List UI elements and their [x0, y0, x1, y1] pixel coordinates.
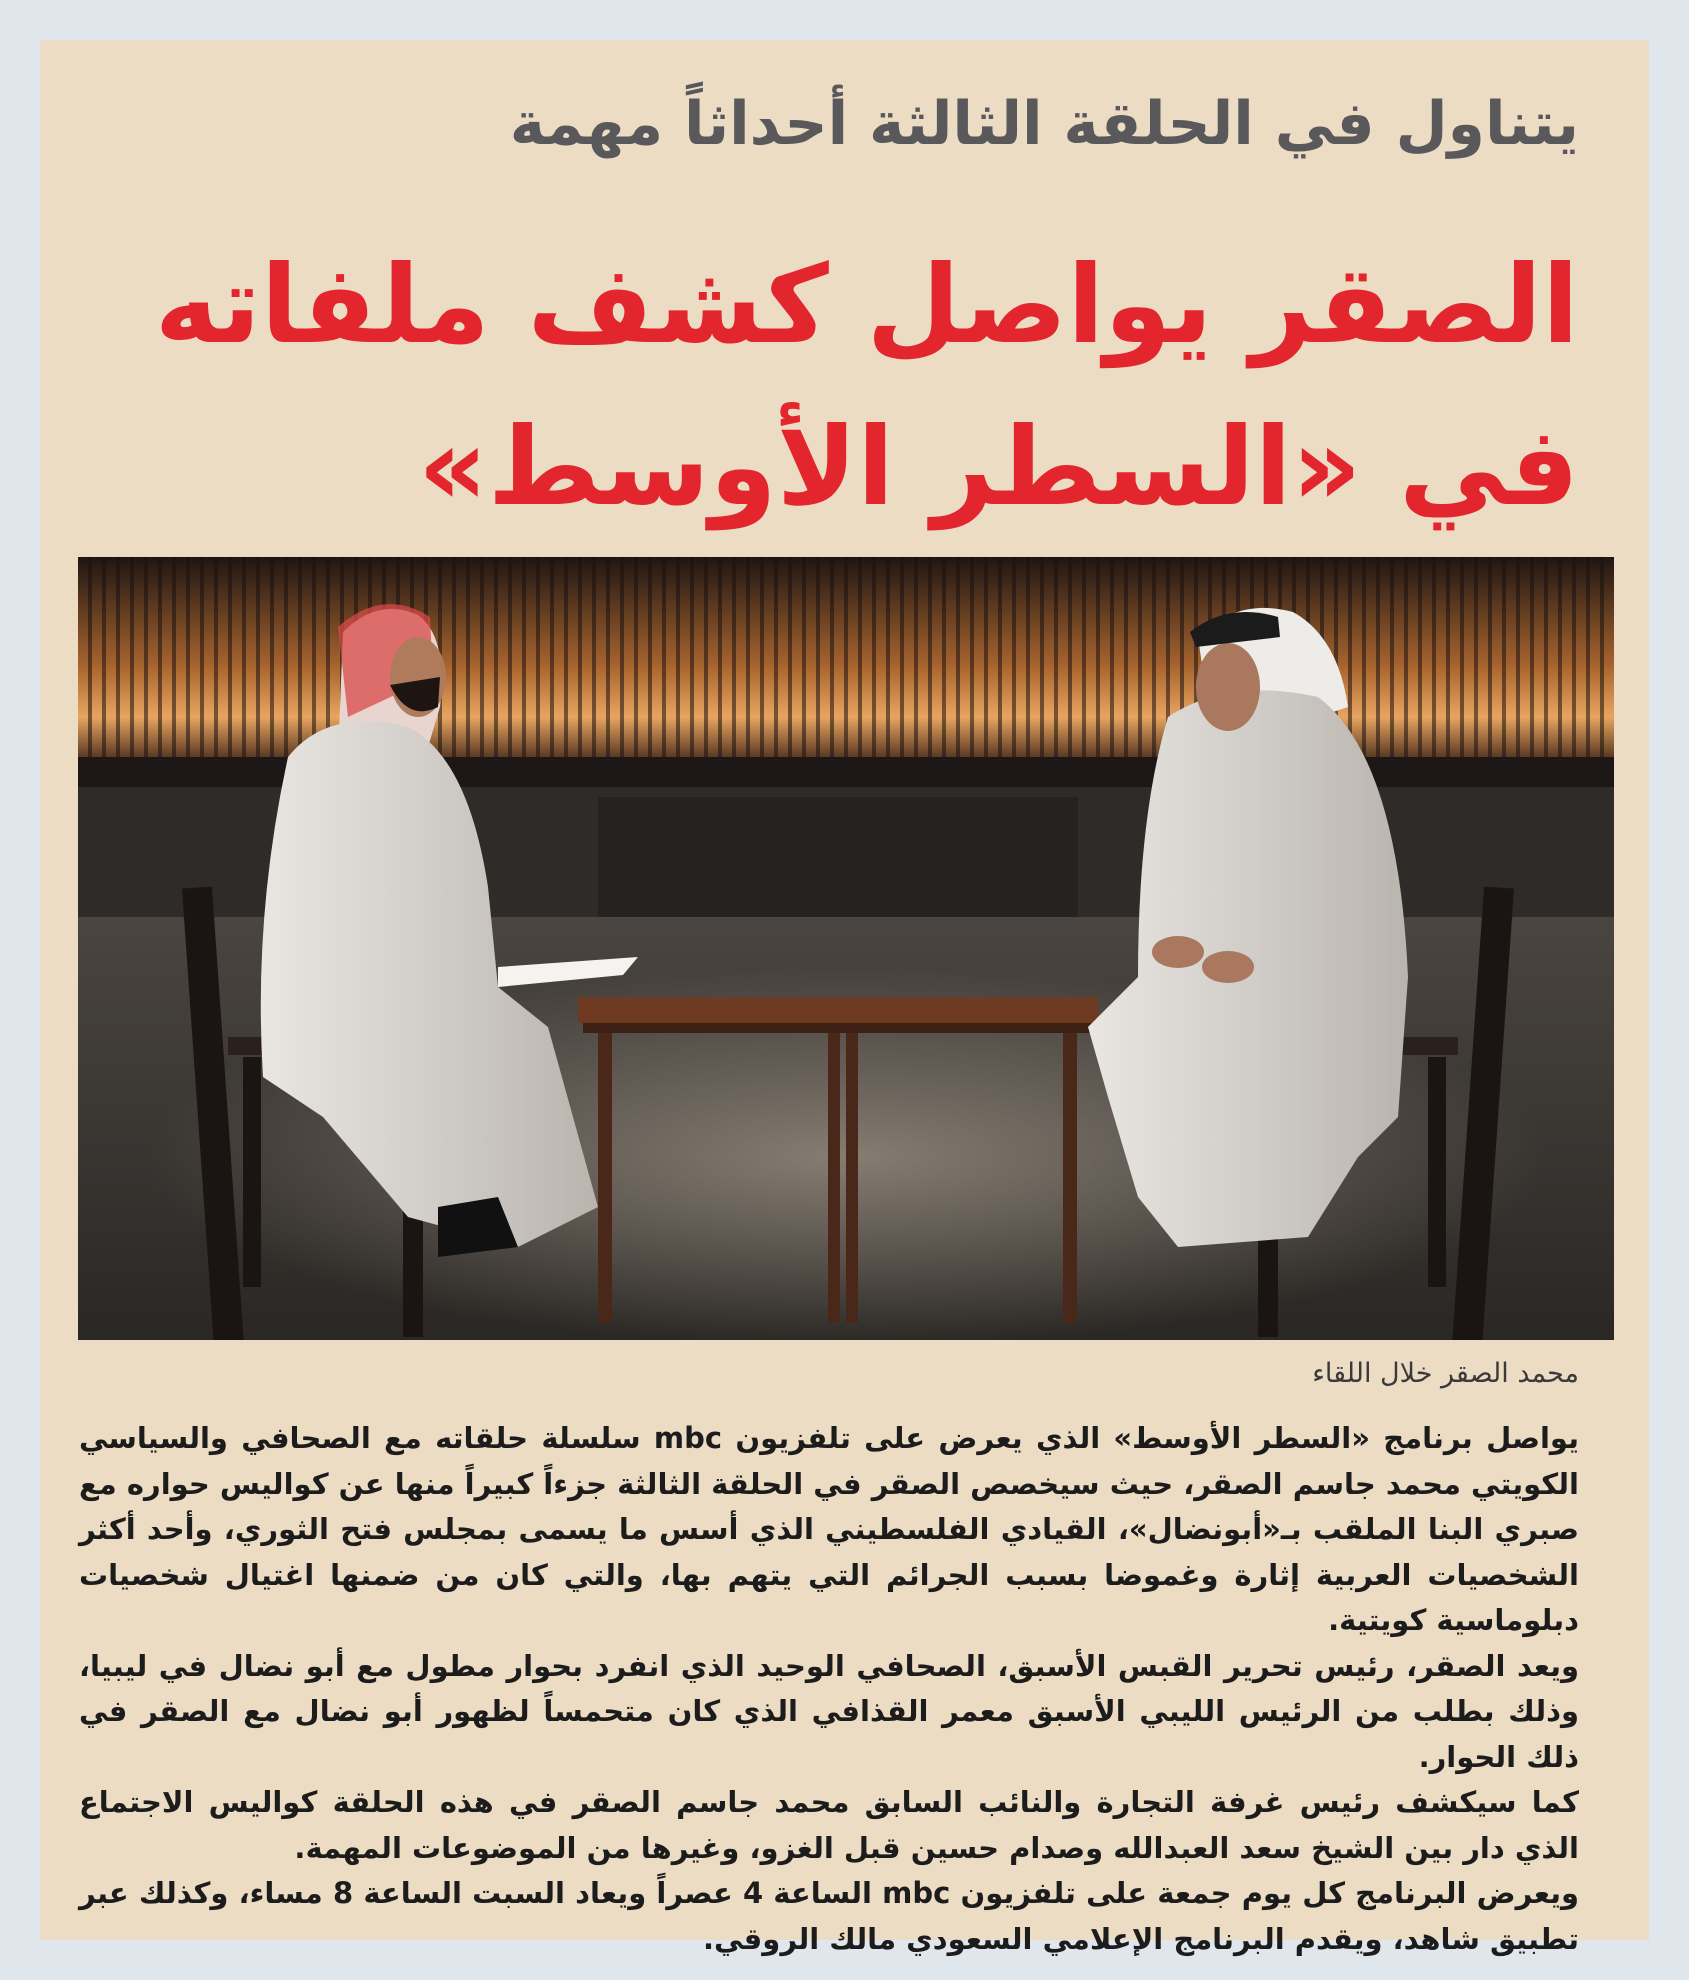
body-paragraph-3: كما سيكشف رئيس غرفة التجارة والنائب السابق محمد جاسم الصقر في هذه الحلقة كواليس الاجتماع الذي دار بين الشيخ سعد العبدالله وصدام حسين قبل الغزو، وغيرها من الموضوعات المهمة.: [79, 1785, 1579, 1865]
interview-photo: [78, 557, 1614, 1340]
article-body: [79, 1416, 1579, 1962]
article-headline: [155, 225, 1579, 549]
headline-line-2: في «السطر الأوسط»: [418, 405, 1579, 530]
article-kicker: يتناول في الحلقة الثالثة أحداثاً مهمة: [509, 89, 1579, 159]
headline-line-1: الصقر يواصل كشف ملفاته: [154, 243, 1579, 368]
body-paragraph-2: ويعد الصقر، رئيس تحرير القبس الأسبق، الصحافي الوحيد الذي انفرد بحوار مطول مع أبو نضال في ليبيا، وذلك بطلب من الرئيس الليبي الأسبق معمر القذافي الذي كان متحمساً لظهور أبو نضال مع الصقر في ذلك الحوار.: [79, 1648, 1579, 1774]
photo-caption: محمد الصقر خلال اللقاء: [1312, 1358, 1579, 1389]
body-paragraph-4: ويعرض البرنامج كل يوم جمعة على تلفزيون mbc الساعة 4 عصراً ويعاد السبت الساعة 8 مساء، وكذلك عبر تطبيق شاهد، ويقدم البرنامج الإعلامي السعودي مالك الروقي.: [79, 1876, 1579, 1956]
article-card: [40, 40, 1649, 1956]
body-paragraph-1: يواصل برنامج «السطر الأوسط» الذي يعرض على تلفزيون mbc سلسلة حلقاته مع الصحافي والسياسي الكويتي محمد جاسم الصقر، حيث سيخصص الصقر في الحلقة الثالثة جزءاً كبيراً منها عن كواليس حواره مع صبري البنا الملقب بـ«أبونضال»، القيادي الفلسطيني الذي أسس ما يسمى بمجلس فتح الثوري، وأحد أكثر الشخصيات العربية إثارة وغموضا بسبب الجرائم التي يتهم بها، والتي كان من ضمنها اغتيال شخصيات دبلوماسية كويتية.: [79, 1421, 1579, 1637]
